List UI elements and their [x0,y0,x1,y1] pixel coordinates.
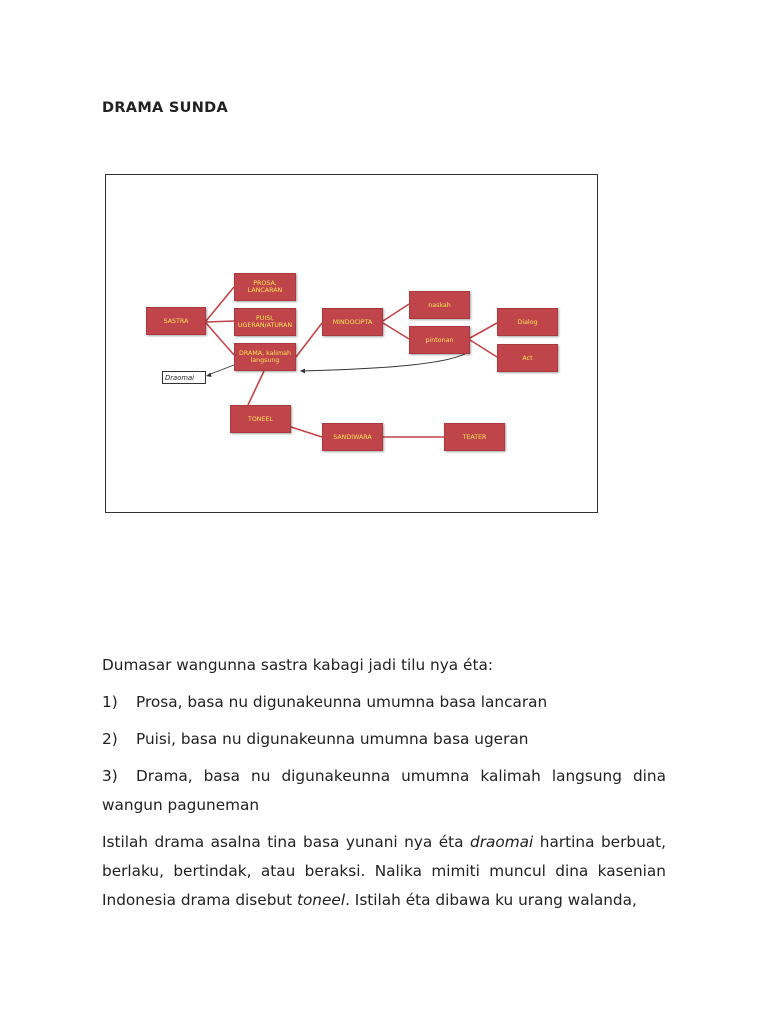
connector-mindocipta-naskah [383,304,409,321]
node-sandiwara: SANDIWARA [322,423,383,451]
connector-drama-toneel [248,371,264,405]
node-drama: DRAMA, kalimah langsung [234,343,296,371]
list-number: 1) [102,693,118,711]
node-dialog: Dialog [497,308,558,336]
paragraph-text: . Istilah éta dibawa ku urang walanda, [345,891,637,909]
connector-pintonan-dialog [470,323,497,338]
concept-diagram [105,174,598,513]
arrowhead-draomai [206,373,212,378]
node-puisi: PUISI, UGERAN/ATURAN [234,308,296,336]
emphasis-toneel: toneel [296,891,346,909]
list-number: 2) [102,730,118,748]
list-text: Puisi, basa nu digunakeunna umumna basa ugeran [136,730,529,748]
connector-pintonan-drama-arrow [302,351,470,371]
node-pintonan: pintonan [409,326,470,354]
list-item [102,688,666,717]
node-teater: TEATER [444,423,505,451]
node-sastra: SASTRA [146,307,206,335]
arrowhead-drama [300,369,305,374]
emphasis-draomai: draomai [470,833,534,851]
connector-sastra-puisi [206,321,234,322]
node-mindocipta: MINDOCIPTA [322,308,383,336]
list-item [102,762,666,820]
connector-sastra-drama [206,323,234,355]
connector-drama-draomai-arrow [208,365,234,375]
paragraph-text: hartina berbuat, berlaku, bertindak, atau beraksi. Nalika mimiti muncul dina kasenian Indonesia drama disebut [102,833,666,909]
connector-mindocipta-pintonan [383,323,409,339]
node-naskah: naskah [409,291,470,319]
node-toneel: TONEEL [230,405,291,433]
list-item [102,725,666,754]
connector-drama-mindocipta [296,323,322,357]
node-prosa: PROSA, LANCARAN [234,273,296,301]
paragraph-text: Istilah drama asalna tina basa yunani nya éta [102,833,471,851]
draomai-label: Draomai [162,371,206,384]
list-text: Drama, basa nu digunakeunna umumna kalimah langsung dina wangun paguneman [102,767,666,814]
page-title: DRAMA SUNDA [102,100,229,116]
connector-pintonan-act [470,340,497,357]
list-text: Prosa, basa nu digunakeunna umumna basa lancaran [136,693,548,711]
intro-line: Dumasar wangunna sastra kabagi jadi tilu nya éta: [102,656,493,674]
connector-toneel-sandiwara [291,427,322,437]
connector-sastra-prosa [206,287,234,321]
node-act: Act [497,344,558,372]
list-number: 3) [102,767,118,785]
definition-paragraph [102,828,666,915]
